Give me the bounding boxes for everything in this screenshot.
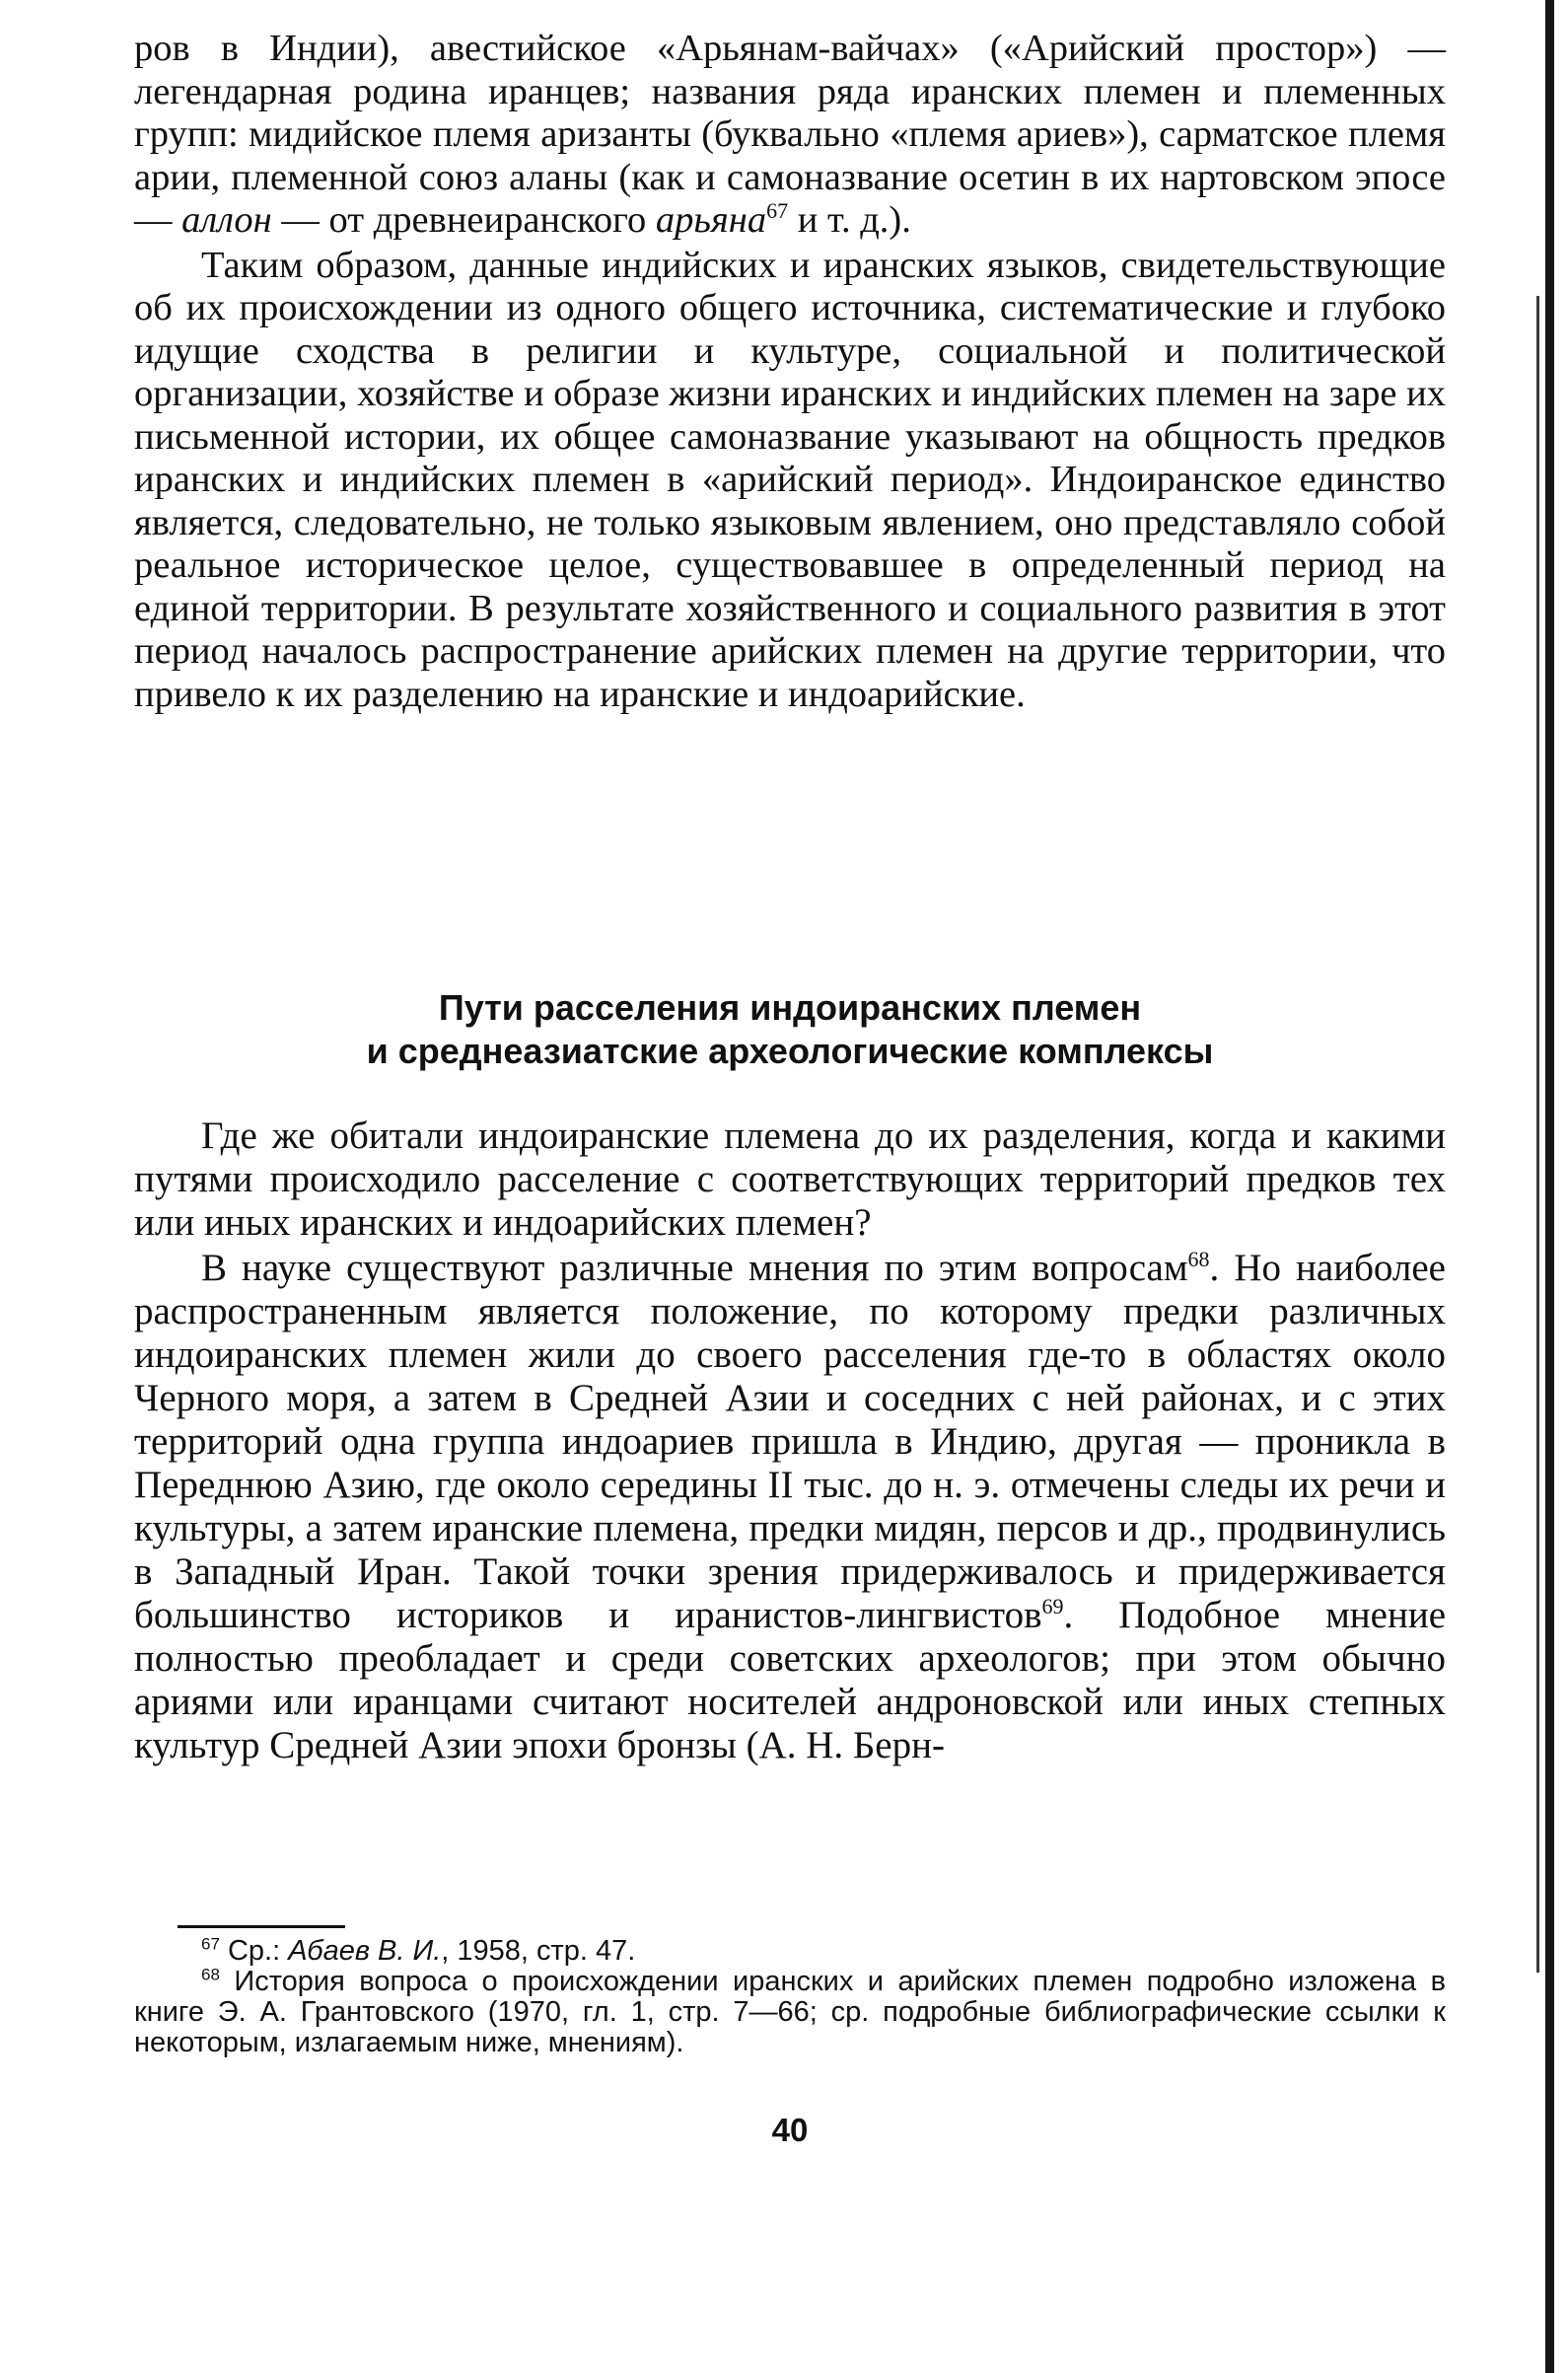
paragraph-text: ров в Индии), авестийское «Арьянам-вайчах» («Арийский простор») — легендарная родина иранцев; названия ряда иранских племен и племенных групп: мидийское племя аризанты (буквально «племя ариев»), сарматское племя арии, племенной союз аланы (как и самоназвание осетин в их нартовском эпосе — [134,28,1446,241]
footnote-divider [178,1925,345,1928]
italic-term-allon: аллон [181,199,272,241]
paragraph-text: В науке существуют различные мнения по этим вопросам [201,1247,1188,1289]
top-text-block [134,28,1446,716]
paragraph-continued [134,28,1446,243]
footnote-text: Ср.: [219,1935,289,1967]
footnote-text: История вопроса о происхождении иранских и арийских племен подробно изложена в книге Э. А. Грантовского (1970, гл. 1, стр. 7—66; ср. подробные библиографические ссылки к некоторым, излагаемым ниже, мнениям). [134,1966,1446,2058]
section-title [134,986,1446,1073]
page-number: 40 [771,2112,809,2148]
paragraph-text: . Но наиболее распространенным является положение, по которому предки различных индоиранских племен жили до своего расселения где-то в областях около Черного моря, а затем в Средней Азии и соседних с ней районах, и с этих территорий одна группа индоариев пришла в Индию, другая — проникла в Переднюю Азию, где около середины II тыс. до н. э. отмечены следы их речи и культуры, а затем иранские племена, предки мидян, персов и др., продвинулись в Западный Иран. Такой точки зрения придерживалось и придерживается большинство историков и иранистов-лингвистов [134,1247,1446,1636]
footnote-number: 67 [201,1934,220,1954]
footnote-author: Абаев В. И. [288,1935,442,1967]
paragraph: Таким образом, данные индийских и иранских языков, свидетельствующие об их происхождении из одного общего источника, систематические и глубоко идущие сходства в религии и культуре, социальной и политической организации, хозяйстве и образе жизни иранских и индийских племен на заре их письменной истории, их общее самоназвание указывают на общность предков иранских и индийских племен в «арийский период». Индоиранское единство является, следовательно, не только языковым явлением, оно представляло собой реальное историческое целое, существовавшее в определенный период на единой территории. В результате хозяйственного и социального развития в этот период началось распространение арийских племен на другие территории, что привело к их разделению на иранские и индоарийские. [134,244,1446,715]
section-title-line-2: и среднеазиатские археологические комплексы [366,1031,1214,1071]
page-edge-line [1536,296,1539,1973]
footnote-ref-69[interactable]: 69 [1041,1594,1064,1618]
paragraph-text: и т. д.). [788,199,911,241]
paragraph-text: — от древнеиранского [271,199,656,241]
section-text-block [134,1115,1446,1767]
paragraph-text: . Подобное мнение полностью преобладает и среди советских археологов; при этом обычно ариями или иранцами считают носителей андроновской или иных степных культур Средней Азии эпохи бронзы (А. Н. Берн- [134,1594,1447,1766]
section-title-line-1: Пути расселения индоиранских племен [438,987,1142,1028]
italic-term-aryana: арьяна [655,199,767,241]
footnote-67 [134,1936,1446,1967]
page-edge-shadow [1545,0,1554,2373]
footnote-ref-67[interactable]: 67 [766,198,789,224]
footnote-text: , 1958, стр. 47. [441,1935,636,1967]
paragraph: Где же обитали индоиранские племена до их разделения, когда и какими путями происходило расселение с соответствующих территорий предков тех или иных иранских и индоарийских племен? [134,1115,1446,1244]
footnote-ref-68[interactable]: 68 [1187,1247,1210,1271]
footnote-number: 68 [201,1965,220,1984]
footnotes [134,1936,1446,2058]
paragraph [134,1247,1446,1767]
footnote-68 [134,1967,1446,2058]
